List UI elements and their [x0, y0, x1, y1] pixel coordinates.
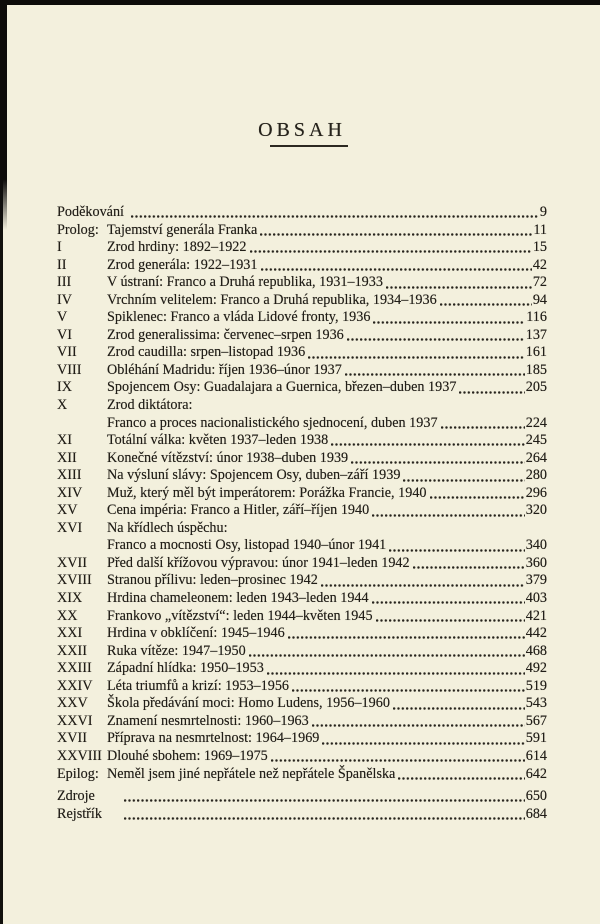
toc-page-number: 9	[539, 204, 547, 220]
toc-page-number: 224	[525, 414, 547, 431]
toc-page-number: 116	[526, 309, 547, 326]
toc-row	[57, 520, 547, 538]
toc-chapter-title: Zrod generalissima: červenec–srpen 1936	[107, 326, 344, 343]
toc-row	[57, 379, 547, 397]
toc-chapter-title: Na křídlech úspěchu:	[107, 519, 228, 536]
dot-leader	[260, 233, 532, 236]
toc-page-number: 42	[532, 256, 547, 273]
toc-chapter-numeral: II	[57, 256, 67, 273]
toc-page-number: 650	[525, 788, 547, 805]
dot-leader	[267, 672, 525, 675]
toc-row	[57, 362, 547, 380]
toc-page-number: 543	[525, 695, 547, 712]
toc-chapter-numeral: XXI	[57, 625, 83, 642]
toc-chapter-numeral: XIII	[57, 467, 82, 484]
toc-page-number: 519	[525, 677, 547, 694]
toc-row	[57, 660, 547, 678]
toc-chapter-title: Frankovo „vítězství“: leden 1944–květen 1945	[107, 607, 373, 624]
toc-chapter-numeral: XIX	[57, 590, 83, 607]
toc-chapter-title: Muž, který měl být imperátorem: Porážka Francie, 1940	[107, 484, 427, 501]
dot-leader	[372, 514, 525, 517]
toc-page-number: 403	[525, 590, 547, 607]
toc-chapter-title: Stranou přílivu: leden–prosinec 1942	[107, 572, 318, 589]
toc-page-number: 492	[525, 660, 547, 677]
toc-chapter-numeral: III	[57, 274, 72, 291]
toc-chapter-title: Škola předávání moci: Homo Ludens, 1956–1960	[107, 695, 390, 712]
toc-row	[57, 485, 547, 503]
toc-row	[57, 432, 547, 450]
toc-list	[57, 204, 547, 823]
toc-chapter-title: Dlouhé sbohem: 1969–1975	[107, 747, 268, 764]
toc-row	[57, 327, 547, 345]
toc-chapter-numeral: XVII	[57, 554, 87, 571]
toc-page-number: 137	[525, 326, 547, 343]
toc-page-number: 320	[525, 502, 547, 519]
toc-chapter-title: Zrod diktátora:	[107, 397, 193, 414]
toc-row	[57, 415, 547, 433]
toc-chapter-numeral: XXV	[57, 695, 88, 712]
dot-leader	[321, 584, 525, 587]
toc-chapter-title: Neměl jsem jiné nepřátele než nepřátele Španělska	[107, 765, 396, 782]
dot-leader	[389, 549, 524, 552]
toc-page-number: 340	[525, 537, 547, 554]
dot-leader	[345, 373, 525, 376]
toc-row	[57, 713, 547, 731]
toc-chapter-numeral: XVII	[57, 730, 87, 747]
dot-leader	[459, 391, 524, 394]
dot-leader	[393, 707, 525, 710]
toc-chapter-title: Hrdina chameleonem: leden 1943–leden 1944	[107, 590, 369, 607]
toc-row	[57, 344, 547, 362]
toc-page-number: 379	[525, 572, 547, 589]
dot-leader	[440, 303, 532, 306]
toc-chapter-numeral: XX	[57, 607, 78, 624]
toc-chapter-title: Cena impéria: Franco a Hitler, září–říjen 1940	[107, 502, 370, 519]
toc-chapter-title: Hrdina v obklíčení: 1945–1946	[107, 625, 285, 642]
toc-row	[57, 695, 547, 713]
dot-leader	[292, 689, 525, 692]
toc-row	[57, 467, 547, 485]
toc-chapter-title: Léta triumfů a krizí: 1953–1956	[107, 677, 290, 694]
toc-chapter-title: Spiklenec: Franco a vláda Lidové fronty, 1936	[107, 309, 371, 326]
dot-leader	[124, 799, 525, 802]
dot-leader	[347, 338, 525, 341]
toc-row	[57, 788, 547, 806]
toc-chapter-numeral: VI	[57, 326, 72, 343]
toc-page-number: 442	[525, 625, 547, 642]
toc-chapter-numeral: XXVIII	[57, 747, 102, 764]
dot-leader	[124, 817, 525, 820]
toc-chapter-numeral: XII	[57, 449, 77, 466]
dot-leader	[271, 759, 525, 762]
dot-leader	[312, 724, 525, 727]
toc-chapter-title: Příprava na nesmrtelnost: 1964–1969	[107, 730, 320, 747]
toc-page-number: 264	[525, 449, 547, 466]
dot-leader	[308, 356, 525, 359]
scan-edge-left-top	[0, 0, 7, 230]
dot-leader	[386, 286, 532, 289]
toc-row	[57, 537, 547, 555]
toc-row	[57, 625, 547, 643]
toc-chapter-numeral: IX	[57, 379, 72, 396]
toc-row	[57, 274, 547, 292]
toc-page-number: 280	[525, 467, 547, 484]
toc-row	[57, 502, 547, 520]
toc-chapter-title: Znamení nesmrtelnosti: 1960–1963	[107, 712, 309, 729]
page-title: OBSAH	[258, 119, 346, 141]
toc-row	[57, 555, 547, 573]
dot-leader	[331, 443, 524, 446]
toc-row	[57, 239, 547, 257]
toc-chapter-numeral: V	[57, 309, 68, 326]
dot-leader	[398, 777, 524, 780]
dot-leader	[403, 479, 524, 482]
toc-chapter-title: Na výsluní slávy: Spojencem Osy, duben–září 1939	[107, 467, 401, 484]
toc-row	[57, 806, 547, 824]
dot-leader	[322, 742, 524, 745]
toc-chapter-title: V ústraní: Franco a Druhá republika, 1931–1933	[107, 274, 383, 291]
toc-page-number: 642	[525, 765, 547, 782]
toc-chapter-title: Zrod hrdiny: 1892–1922	[107, 239, 247, 256]
dot-leader	[249, 654, 525, 657]
toc-chapter-title: Tajemství generála Franka	[107, 221, 258, 238]
toc-row	[57, 678, 547, 696]
toc-chapter-numeral: XV	[57, 502, 78, 519]
toc-chapter-numeral: XVI	[57, 519, 83, 536]
toc-chapter-title: Zrod generála: 1922–1931	[107, 256, 258, 273]
toc-chapter-title: Vrchním velitelem: Franco a Druhá republika, 1934–1936	[107, 291, 437, 308]
toc-chapter-numeral: VIII	[57, 361, 82, 378]
toc-chapter-numeral: XXVI	[57, 712, 93, 729]
toc-chapter-title: Před další křížovou výpravou: únor 1941–leden 1942	[107, 554, 410, 571]
toc-page-number: 468	[525, 642, 547, 659]
toc-page-number: 684	[525, 805, 547, 822]
toc-row	[57, 766, 547, 784]
toc-chapter-numeral: Poděkování	[57, 204, 124, 220]
toc-row	[57, 572, 547, 590]
toc-row	[57, 222, 547, 240]
toc-chapter-title: Ruka vítěze: 1947–1950	[107, 642, 246, 659]
toc-chapter-numeral: Epilog:	[57, 765, 99, 782]
toc-page-number: 360	[525, 554, 547, 571]
toc-row	[57, 590, 547, 608]
dot-leader	[373, 321, 525, 324]
toc-row	[57, 397, 547, 415]
toc-chapter-title: Obléhání Madridu: říjen 1936–únor 1937	[107, 361, 342, 378]
toc-page-number: 185	[525, 361, 547, 378]
scan-edge-top	[0, 0, 600, 5]
toc-chapter-title: Spojencem Osy: Guadalajara a Guernica, březen–duben 1937	[107, 379, 457, 396]
toc-chapter-numeral: Prolog:	[57, 221, 99, 238]
toc-chapter-numeral	[57, 537, 107, 555]
toc-chapter-numeral: Zdroje	[57, 788, 95, 805]
toc-chapter-numeral: I	[57, 239, 62, 256]
toc-row	[57, 257, 547, 275]
dot-leader	[413, 566, 525, 569]
toc-page-number: 94	[532, 291, 547, 308]
toc-page-number: 421	[525, 607, 547, 624]
dot-leader	[250, 250, 532, 253]
toc-chapter-numeral: XI	[57, 432, 72, 449]
toc-chapter-numeral: XVIII	[57, 572, 92, 589]
toc-chapter-numeral: XIV	[57, 484, 83, 501]
toc-page-number: 11	[533, 221, 547, 238]
toc-chapter-numeral: XXII	[57, 642, 87, 659]
toc-chapter-numeral	[57, 415, 107, 433]
toc-row	[57, 608, 547, 626]
dot-leader	[351, 461, 525, 464]
toc-chapter-numeral: XXIII	[57, 660, 92, 677]
toc-chapter-title: Zrod caudilla: srpen–listopad 1936	[107, 344, 306, 361]
toc-page-number: 591	[525, 730, 547, 747]
dot-leader	[261, 268, 532, 271]
toc-row	[57, 309, 547, 327]
dot-leader	[441, 426, 525, 429]
toc-page-number: 296	[525, 484, 547, 501]
toc-page-number: 614	[525, 747, 547, 764]
toc-row	[57, 204, 547, 222]
toc-row	[57, 730, 547, 748]
toc-page-number: 15	[532, 239, 547, 256]
dot-leader	[131, 215, 539, 218]
toc-row	[57, 292, 547, 310]
toc-page-number: 245	[525, 432, 547, 449]
toc-page-number: 72	[532, 274, 547, 291]
dot-leader	[376, 619, 525, 622]
toc-page-number: 567	[525, 712, 547, 729]
dot-leader	[372, 601, 525, 604]
toc-chapter-numeral: IV	[57, 291, 72, 308]
dot-leader	[288, 636, 525, 639]
toc-chapter-title: Konečné vítězství: únor 1938–duben 1939	[107, 449, 349, 466]
toc-page-number: 205	[525, 379, 547, 396]
toc-chapter-numeral: XXIV	[57, 677, 93, 694]
toc-chapter-title: Totální válka: květen 1937–leden 1938	[107, 432, 329, 449]
toc-chapter-numeral: VII	[57, 344, 77, 361]
toc-row	[57, 450, 547, 468]
toc-chapter-title: Západní hlídka: 1950–1953	[107, 660, 264, 677]
toc-row	[57, 643, 547, 661]
toc-row	[57, 748, 547, 766]
toc-page-number: 161	[525, 344, 547, 361]
title-underline	[270, 145, 348, 147]
toc-chapter-numeral: Rejstřík	[57, 805, 102, 822]
dot-leader	[430, 496, 525, 499]
toc-chapter-title: Franco a proces nacionalistického sjednocení, duben 1937	[107, 414, 438, 431]
toc-chapter-numeral: X	[57, 397, 68, 414]
toc-chapter-title: Franco a mocnosti Osy, listopad 1940–únor 1941	[107, 537, 387, 554]
